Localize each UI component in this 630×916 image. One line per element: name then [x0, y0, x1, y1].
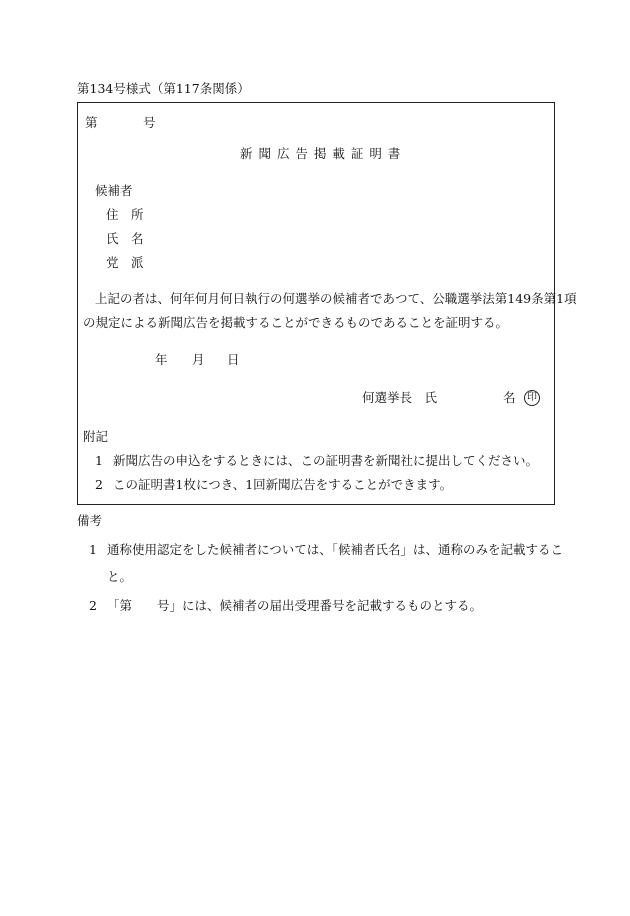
form-number-title: 第134号様式（第117条関係） [77, 81, 250, 96]
remarks-item-2-number: 2 [89, 598, 97, 613]
body-line-2: の規定による新聞広告を掲載することができるものであることを証明する。 [83, 315, 509, 330]
party-label: 党 派 [106, 255, 144, 270]
document-title: 新 聞 広 告 掲 載 証 明 書 [240, 146, 402, 161]
appendix-item-2-number: 2 [95, 477, 103, 492]
seal-mark-icon: 印 [524, 390, 540, 406]
remarks-item-1-line-1: 通称使用認定をした候補者については、「候補者氏名」は、通称のみを記載するこ [107, 542, 564, 557]
appendix-item-2-text: この証明書1枚につき、1回新聞広告をすることができます。 [113, 477, 453, 492]
appendix-item-1-number: 1 [95, 453, 103, 468]
candidate-heading: 候補者 [95, 183, 133, 198]
remarks-item-2-text: 「第 号」には、候補者の届出受理番号を記載するものとする。 [107, 598, 483, 613]
remarks-heading: 備考 [77, 513, 103, 528]
body-line-1: 上記の者は、何年何月何日執行の何選挙の候補者であつて、公職選挙法第149条第1項 [95, 291, 577, 306]
number-suffix: 号 [143, 115, 156, 130]
date-day: 日 [227, 352, 240, 367]
date-year: 年 [155, 352, 168, 367]
remarks-item-1-line-2: と。 [107, 569, 133, 584]
official-title: 何選挙長 氏 [362, 390, 438, 405]
name-label: 氏 名 [106, 231, 144, 246]
appendix-item-1-text: 新聞広告の申込をするときには、この証明書を新聞社に提出してください。 [113, 453, 539, 468]
remarks-item-1-number: 1 [89, 542, 97, 557]
date-month: 月 [192, 352, 205, 367]
address-label: 住 所 [106, 207, 144, 222]
number-prefix: 第 [85, 115, 98, 130]
appendix-heading: 附記 [83, 429, 109, 444]
official-name-suffix: 名 [503, 390, 516, 405]
